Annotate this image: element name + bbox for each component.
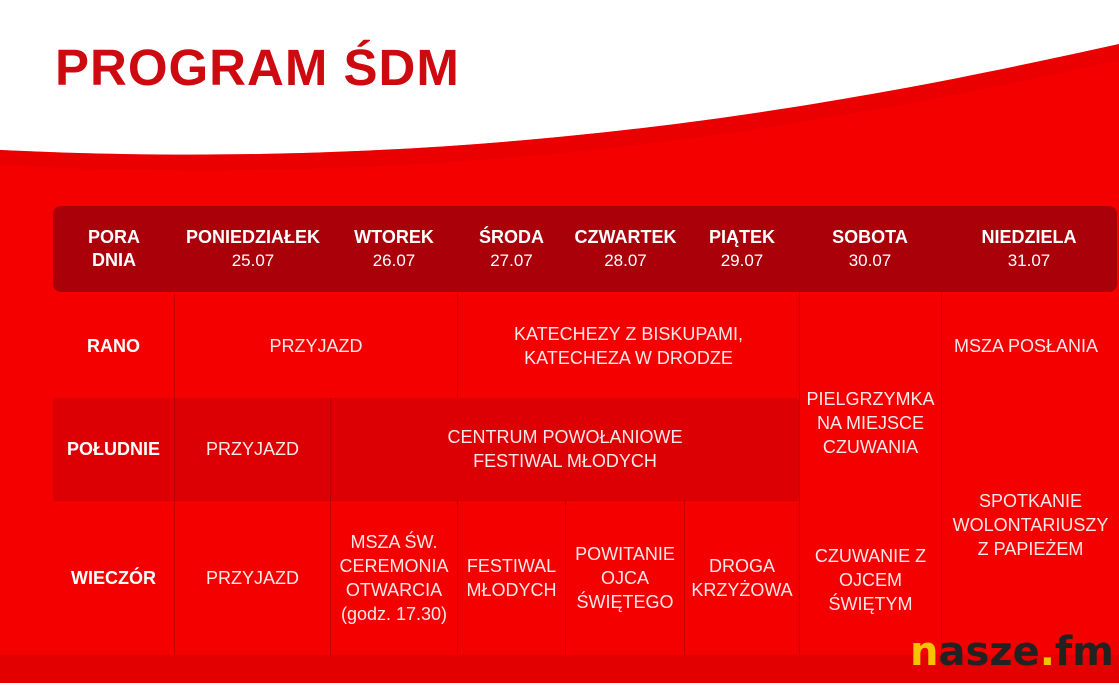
header-day-label: ŚRODA <box>478 227 544 247</box>
event-arrival-evening: PRZYJAZD <box>205 567 299 588</box>
event-line: KATECHEZY Z BISKUPAMI, <box>513 323 744 344</box>
event-vocation-centre <box>331 398 799 500</box>
event-welcome-pope <box>566 500 684 655</box>
header-time-of-day <box>53 206 175 292</box>
event-arrival-noon: PRZYJAZD <box>205 439 299 459</box>
event-line: KATECHEZA W DRODZE <box>524 347 733 368</box>
header-date: 25.07 <box>231 251 275 270</box>
event-arrival-morning: PRZYJAZD <box>269 335 363 356</box>
event-line: OTWARCIA <box>345 579 443 600</box>
row-label-noon: POŁUDNIE <box>66 439 160 459</box>
event-line: PIELGRZYMKA <box>806 389 935 409</box>
header-time-line2: DNIA <box>92 250 136 270</box>
event-line: (godz. 17.30) <box>340 603 448 624</box>
event-line: MŁODYCH <box>466 579 557 600</box>
event-volunteers-meeting <box>942 440 1119 610</box>
event-line: OJCEM <box>839 570 902 590</box>
page-title: PROGRAM ŚDM <box>55 39 460 96</box>
logo-text: asze <box>938 629 1040 675</box>
event-youth-festival <box>458 500 565 655</box>
logo-letter: n <box>910 629 939 675</box>
header-date: 26.07 <box>372 251 416 270</box>
header-saturday <box>799 206 941 292</box>
row-label-morning: RANO <box>87 335 140 356</box>
event-line: FESTIWAL <box>466 555 557 576</box>
header-date: 28.07 <box>604 251 647 270</box>
header-day-label: NIEDZIELA <box>981 227 1077 247</box>
event-line: KRZYŻOWA <box>691 579 793 600</box>
header-date: 29.07 <box>720 251 764 270</box>
header-monday <box>175 206 331 292</box>
header-day-label: CZWARTEK <box>574 227 677 247</box>
event-line: OJCA <box>600 567 649 588</box>
event-sending-mass: MSZA POSŁANIA <box>954 335 1099 356</box>
event-line: ŚWIĘTEGO <box>576 591 674 612</box>
header-day-label: PONIEDZIAŁEK <box>185 227 320 247</box>
header-day-label: SOBOTA <box>832 227 908 247</box>
event-line: SPOTKANIE <box>978 491 1083 511</box>
event-line: CZUWANIA <box>822 437 919 457</box>
header-time-line1: PORA <box>87 227 140 247</box>
event-line: CEREMONIA <box>339 555 449 576</box>
event-line: FESTIWAL MŁODYCH <box>473 451 657 471</box>
nasze-fm-logo <box>910 628 1114 676</box>
event-catechesis <box>458 293 799 398</box>
event-opening-mass <box>331 500 457 655</box>
header-date: 30.07 <box>848 251 892 270</box>
event-line: NA MIEJSCE <box>816 413 925 433</box>
event-line: Z PAPIEŻEM <box>977 539 1084 559</box>
header-day-label: PIĄTEK <box>708 227 775 247</box>
event-line: POWITANIE <box>575 543 675 564</box>
header-date: 27.07 <box>490 251 533 270</box>
event-line: DROGA <box>708 555 775 576</box>
event-vigil <box>800 520 941 640</box>
header-tuesday <box>331 206 457 292</box>
table-header <box>53 206 1117 292</box>
header-day-label: WTOREK <box>354 227 434 247</box>
header-friday <box>685 206 799 292</box>
header-wednesday <box>457 206 566 292</box>
event-line: ŚWIĘTYM <box>828 594 913 614</box>
event-line: WOLONTARIUSZY <box>952 515 1109 535</box>
event-pilgrimage <box>800 293 941 553</box>
logo-tld: fm <box>1054 629 1114 675</box>
event-line: CZUWANIE Z <box>814 546 927 566</box>
header-date: 31.07 <box>1007 251 1051 270</box>
header-thursday <box>566 206 685 292</box>
event-line: MSZA ŚW. <box>350 531 438 552</box>
event-way-of-cross <box>685 500 799 655</box>
logo-dot: . <box>1039 629 1055 675</box>
row-label-evening: WIECZÓR <box>71 567 156 588</box>
header-sunday <box>941 206 1117 292</box>
event-line: CENTRUM POWOŁANIOWE <box>447 427 683 447</box>
